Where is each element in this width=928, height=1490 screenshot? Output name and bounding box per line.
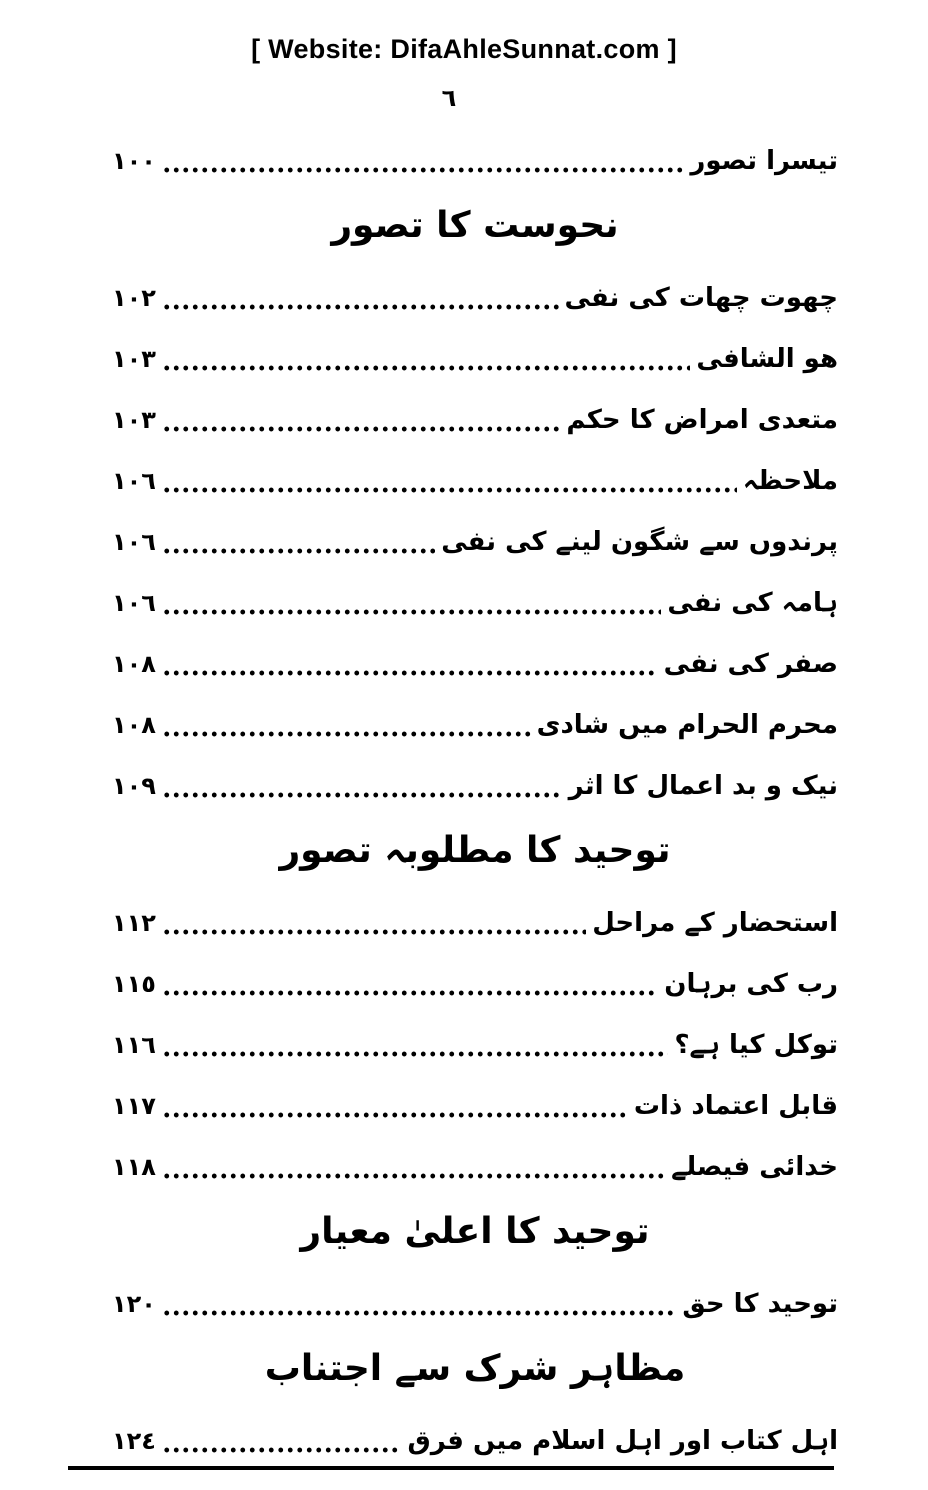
toc-entry-page: ١٠٨ <box>112 650 156 678</box>
toc-entry <box>112 385 838 446</box>
toc-entry-title: محرم الحرام میں شادی <box>536 710 838 740</box>
dot-leader <box>162 1108 628 1122</box>
toc-entry-title: رب کی برہان <box>664 969 838 999</box>
toc-entry-page: ١١٢ <box>112 909 156 937</box>
toc-entry-page: ١١٥ <box>112 970 156 998</box>
dot-leader <box>162 788 563 802</box>
toc-entry <box>112 1071 838 1132</box>
section-heading: مظاہر شرک سے اجتناب <box>264 1348 686 1389</box>
toc-entry-title: چھوت چھات کی نفی <box>564 283 838 313</box>
toc-entry <box>112 1406 838 1467</box>
toc-entry <box>112 507 838 568</box>
toc-entry-title: اہل کتاب اور اہل اسلام میں فرق <box>407 1426 838 1456</box>
toc-entry-title: پرندوں سے شگون لینے کی نفی <box>441 527 838 557</box>
dot-leader <box>162 422 560 436</box>
dot-leader <box>162 544 435 558</box>
dot-leader <box>162 163 684 177</box>
toc-entry <box>112 324 838 385</box>
table-of-contents <box>112 126 838 1467</box>
toc-entry-page: ١٠٩ <box>112 772 156 800</box>
toc-entry-page: ١٠٦ <box>112 589 156 617</box>
section-heading: نحوست کا تصور <box>331 205 619 246</box>
toc-entry-page: ١١٧ <box>112 1092 156 1120</box>
toc-entry-title: متعدی امراض کا حکم <box>566 405 838 435</box>
bottom-rule <box>68 1466 834 1470</box>
toc-entry <box>112 1269 838 1330</box>
toc-entry <box>112 1132 838 1193</box>
toc-entry-title: ملاحظہ <box>742 466 838 496</box>
toc-entry-title: ھو الشافی <box>696 344 838 374</box>
toc-entry-page: ١٠٣ <box>112 345 156 373</box>
toc-entry-page: ١١٨ <box>112 1153 156 1181</box>
toc-entry-page: ١٠٠ <box>112 147 156 175</box>
toc-entry-page: ١٢٠ <box>112 1290 156 1318</box>
toc-entry-page: ١٠٨ <box>112 711 156 739</box>
dot-leader <box>162 1443 402 1457</box>
dot-leader <box>162 483 737 497</box>
toc-entry-page: ١١٦ <box>112 1031 156 1059</box>
toc-entry-title: خدائی فیصلے <box>671 1152 838 1182</box>
toc-entry-page: ١٠٦ <box>112 467 156 495</box>
dot-leader <box>162 300 559 314</box>
toc-entry <box>112 263 838 324</box>
toc-entry <box>112 126 838 187</box>
toc-entry <box>112 751 838 812</box>
section-heading: توحید کا اعلیٰ معیار <box>300 1211 650 1252</box>
section-heading: توحید کا مطلوبہ تصور <box>279 830 671 871</box>
dot-leader <box>162 1047 669 1061</box>
toc-entry-page: ١٠٦ <box>112 528 156 556</box>
toc-entry-page: ١٢٤ <box>112 1427 156 1455</box>
website-header: [ Website: DifaAhleSunnat.com ] <box>251 34 677 64</box>
page-number: ٦ <box>441 84 457 112</box>
dot-leader <box>162 605 661 619</box>
dot-leader <box>162 1169 665 1183</box>
toc-entry-page: ١٠٣ <box>112 406 156 434</box>
toc-entry-title: توکل کیا ہے؟ <box>674 1030 838 1060</box>
toc-entry-title: استحضار کے مراحل <box>592 908 838 938</box>
toc-entry <box>112 1010 838 1071</box>
toc-entry-title: نیک و بد اعمال کا اثر <box>568 771 838 801</box>
toc-entry-title: ہامہ کی نفی <box>667 588 838 618</box>
toc-entry <box>112 568 838 629</box>
dot-leader <box>162 986 658 1000</box>
toc-entry <box>112 690 838 751</box>
dot-leader <box>162 361 690 375</box>
dot-leader <box>162 727 531 741</box>
toc-entry <box>112 888 838 949</box>
toc-entry <box>112 949 838 1010</box>
toc-entry <box>112 446 838 507</box>
toc-entry-title: توحید کا حق <box>682 1289 838 1319</box>
dot-leader <box>162 925 586 939</box>
toc-entry-page: ١٠٢ <box>112 284 156 312</box>
toc-entry-title: قابل اعتماد ذات <box>633 1091 838 1121</box>
toc-entry-title: تیسرا تصور <box>690 146 838 176</box>
toc-entry <box>112 629 838 690</box>
toc-entry-title: صفر کی نفی <box>663 649 838 679</box>
dot-leader <box>162 666 658 680</box>
dot-leader <box>162 1306 676 1320</box>
